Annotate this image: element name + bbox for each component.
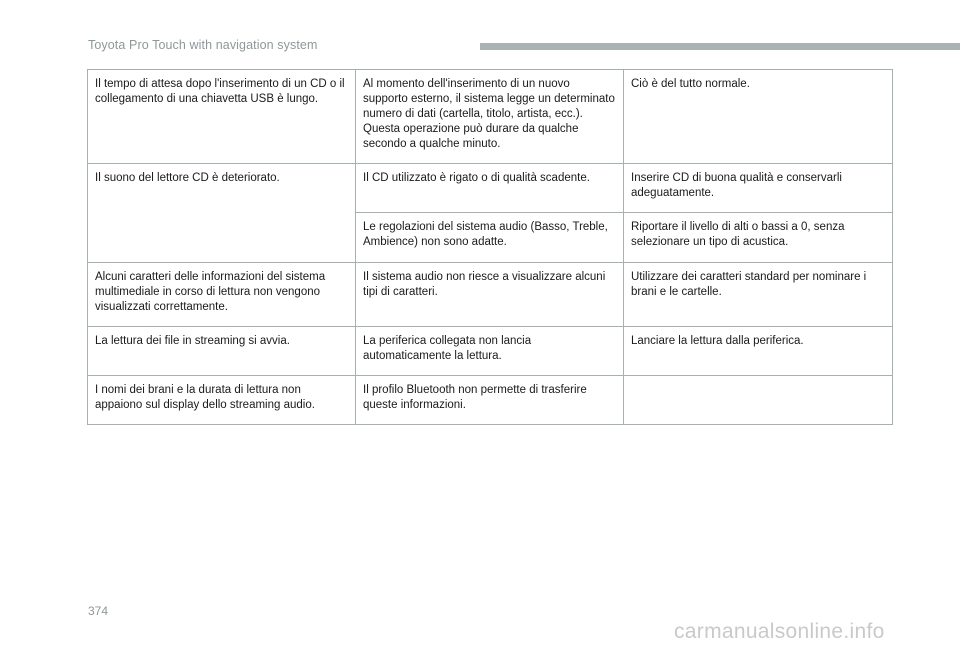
table-row bbox=[88, 263, 893, 327]
watermark-text: carmanualsonline.info bbox=[674, 620, 885, 643]
cause-cell: Il sistema audio non riesce a visualizzare alcuni tipi di caratteri. bbox=[356, 263, 624, 327]
solution-cell: Utilizzare dei caratteri standard per nominare i brani e le cartelle. bbox=[624, 263, 893, 327]
solution-cell: Riportare il livello di alti o bassi a 0, senza selezionare un tipo di acustica. bbox=[624, 213, 893, 263]
page-number: 374 bbox=[88, 604, 109, 618]
problem-cell: Il suono del lettore CD è deteriorato. bbox=[88, 164, 356, 213]
troubleshooting-table bbox=[87, 69, 893, 425]
header-title: Toyota Pro Touch with navigation system bbox=[88, 38, 318, 52]
problem-cell: Il tempo di attesa dopo l'inserimento di un CD o il collegamento di una chiavetta USB è lungo. bbox=[88, 70, 356, 164]
table-row bbox=[88, 70, 893, 164]
cause-cell: Le regolazioni del sistema audio (Basso, Treble, Ambience) non sono adatte. bbox=[356, 213, 624, 263]
table-row bbox=[88, 213, 893, 263]
problem-cell: La lettura dei file in streaming si avvia. bbox=[88, 327, 356, 376]
table-row bbox=[88, 376, 893, 425]
solution-cell: Inserire CD di buona qualità e conservarli adeguatamente. bbox=[624, 164, 893, 213]
solution-cell: Lanciare la lettura dalla periferica. bbox=[624, 327, 893, 376]
cause-cell: La periferica collegata non lancia automaticamente la lettura. bbox=[356, 327, 624, 376]
cause-cell: Il profilo Bluetooth non permette di trasferire queste informazioni. bbox=[356, 376, 624, 425]
header-bar bbox=[480, 43, 960, 50]
solution-cell bbox=[624, 376, 893, 425]
cause-cell: Il CD utilizzato è rigato o di qualità scadente. bbox=[356, 164, 624, 213]
solution-cell: Ciò è del tutto normale. bbox=[624, 70, 893, 164]
problem-cell: I nomi dei brani e la durata di lettura non appaiono sul display dello streaming audio. bbox=[88, 376, 356, 425]
table-row bbox=[88, 327, 893, 376]
cause-cell: Al momento dell'inserimento di un nuovo supporto esterno, il sistema legge un determinato numero di dati (cartella, titolo, artista, ecc.). Questa operazione può durare da qualche secondo a qualche minuto. bbox=[356, 70, 624, 164]
problem-cell bbox=[88, 213, 356, 263]
table-row bbox=[88, 164, 893, 213]
problem-cell: Alcuni caratteri delle informazioni del sistema multimediale in corso di lettura non vengono visualizzati correttamente. bbox=[88, 263, 356, 327]
